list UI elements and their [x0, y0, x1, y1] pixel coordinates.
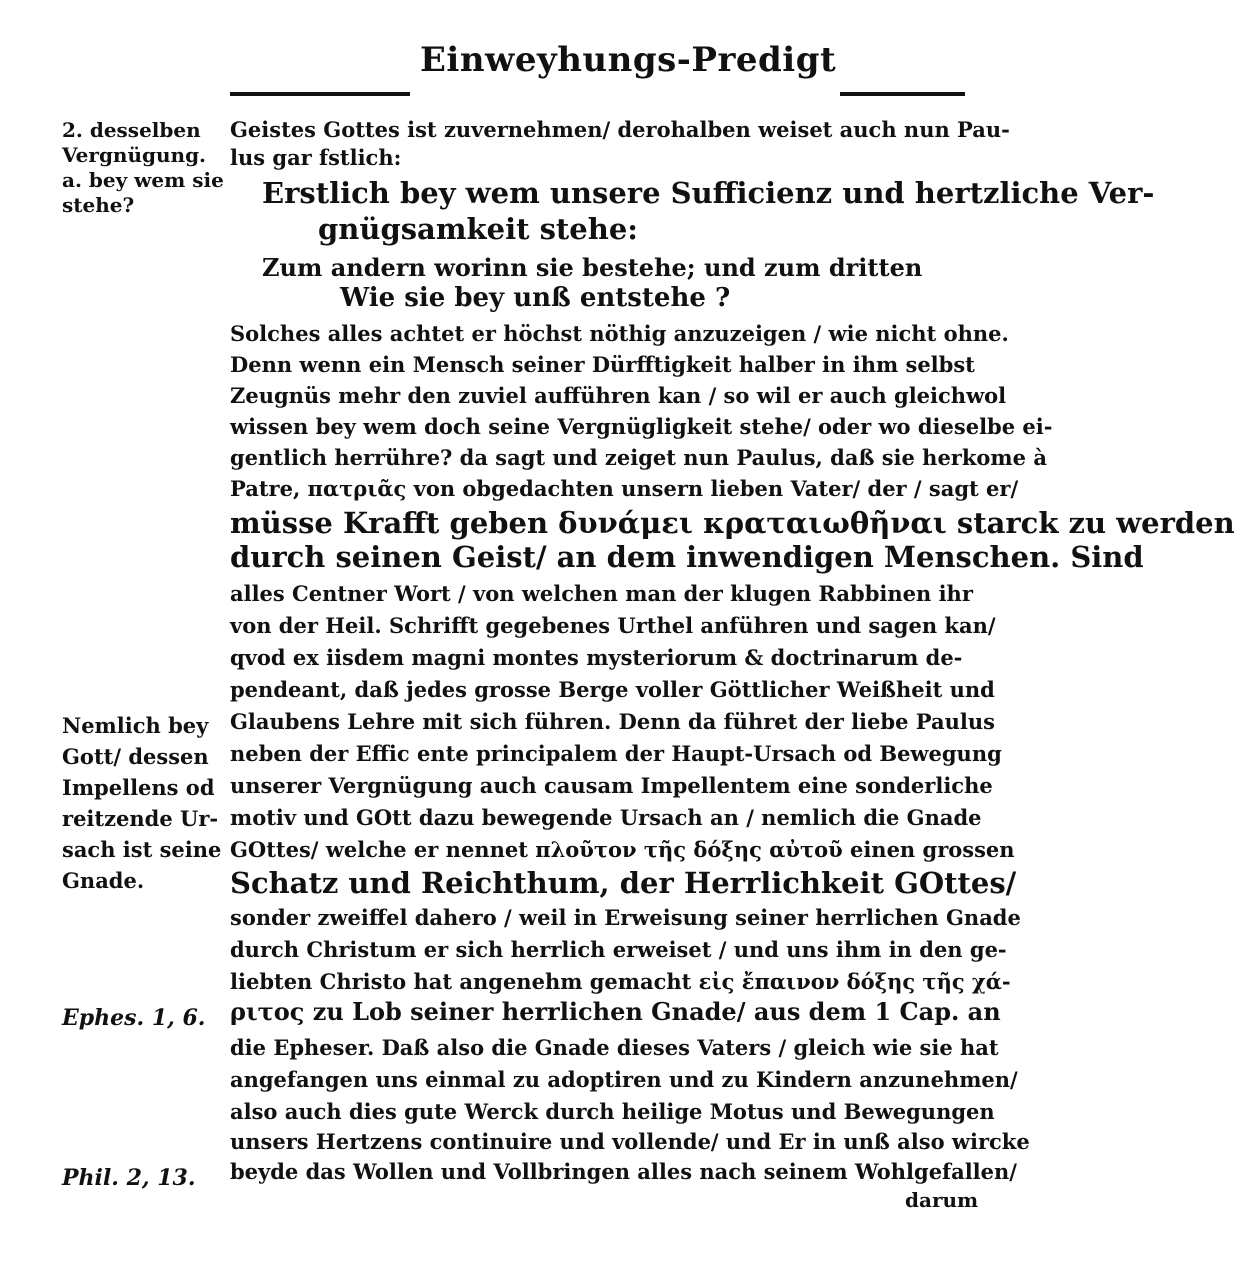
heading-line: gnügsamkeit stehe: — [318, 212, 638, 246]
body-line: beyde das Wollen und Vollbringen alles nach seinem Wohlgefallen/ — [230, 1159, 1017, 1184]
body-line: pendeant, daß jedes grosse Berge voller Göttlicher Weißheit und — [230, 677, 995, 702]
margin-note-line: Phil. 2, 13. — [62, 1165, 196, 1191]
margin-note-line: 2. desselben — [62, 118, 201, 142]
catchword: darum — [905, 1188, 979, 1212]
margin-note-line: Vergnügung. — [62, 143, 207, 167]
header-rule-right — [840, 92, 965, 96]
margin-note-line: Gott/ dessen — [62, 744, 209, 769]
margin-note-line: Gnade. — [62, 868, 145, 893]
body-line-large: durch seinen Geist/ an dem inwendigen Menschen. Sind — [230, 540, 1144, 574]
body-line: sonder zweiffel dahero / weil in Erweisung seiner herrlichen Gnade — [230, 905, 1021, 930]
body-line: Denn wenn ein Mensch seiner Dürfftigkeit halber in ihm selbst — [230, 352, 975, 377]
header-rule-left — [230, 92, 410, 96]
body-line: die Epheser. Daß also die Gnade dieses Vaters / gleich wie sie hat — [230, 1035, 999, 1060]
heading-line: Erstlich bey wem unsere Sufficienz und hertzliche Ver- — [262, 176, 1155, 210]
margin-reference-ephesians — [62, 1006, 222, 1031]
body-line: unsers Hertzens continuire und vollende/ und Er in unß also wircke — [230, 1129, 1030, 1154]
body-line: Glaubens Lehre mit sich führen. Denn da führet der liebe Paulus — [230, 709, 995, 734]
margin-note-line: sach ist seine — [62, 837, 222, 862]
body-line: wissen bey wem doch seine Vergnügligkeit stehe/ oder wo dieselbe ei- — [230, 414, 1053, 439]
body-line: unserer Vergnügung auch causam Impellentem eine sonderliche — [230, 773, 993, 798]
margin-note-line: Nemlich bey — [62, 713, 209, 738]
margin-reference-philippians — [62, 1166, 222, 1191]
body-line: Patre, πατριᾶς von obgedachten unsern lieben Vater/ der / sagt er/ — [230, 476, 1019, 501]
margin-note-line: Ephes. 1, 6. — [62, 1005, 206, 1031]
body-line: ριτος zu Lob seiner herrlichen Gnade/ aus dem 1 Cap. an — [230, 997, 1001, 1026]
body-line: liebten Christo hat angenehm gemacht εἰς ἔπαινον δόξης τῆς χά- — [230, 969, 1011, 994]
body-line: durch Christum er sich herrlich erweiset / und uns ihm in den ge- — [230, 937, 1007, 962]
margin-note-sufficiency — [62, 118, 222, 218]
body-line: qvod ex iisdem magni montes mysteriorum & doctrinarum de- — [230, 645, 963, 670]
margin-note-line: stehe? — [62, 193, 135, 217]
body-line: alles Centner Wort / von welchen man der klugen Rabbinen ihr — [230, 581, 973, 606]
body-line: angefangen uns einmal zu adoptiren und zu Kindern anzunehmen/ — [230, 1067, 1018, 1092]
margin-note-god — [62, 710, 222, 896]
body-line: von der Heil. Schrifft gegebenes Urthel anführen und sagen kan/ — [230, 613, 996, 638]
body-line: motiv und GOtt dazu bewegende Ursach an / nemlich die Gnade — [230, 805, 982, 830]
heading-line: Wie sie bey unß entstehe ? — [340, 283, 731, 313]
body-line: GOttes/ welche er nennet πλοῦτον τῆς δόξης αὐτοῦ einen grossen — [230, 837, 1015, 862]
body-line: also auch dies gute Werck durch heilige Motus und Bewegungen — [230, 1099, 995, 1124]
heading-line: Zum andern worinn sie bestehe; und zum dritten — [262, 253, 923, 282]
body-line: Geistes Gottes ist zuvernehmen/ derohalben weiset auch nun Pau- — [230, 117, 1010, 142]
body-line: Zeugnüs mehr den zuviel aufführen kan / so wil er auch gleichwol — [230, 383, 1007, 408]
margin-note-line: reitzende Ur- — [62, 806, 219, 831]
body-line: neben der Effic ente principalem der Haupt-Ursach od Bewegung — [230, 741, 1002, 766]
body-line-large: Schatz und Reichthum, der Herrlichkeit GOttes/ — [230, 866, 1017, 900]
page-header-title: Einweyhungs-Predigt — [420, 40, 837, 80]
body-line: Solches alles achtet er höchst nöthig anzuzeigen / wie nicht ohne. — [230, 321, 1009, 346]
body-line-large: müsse Krafft geben δυνάμει κραταιωθῆναι starck zu werden — [230, 506, 1235, 540]
body-line: gentlich herrühre? da sagt und zeiget nun Paulus, daß sie herkome à — [230, 445, 1047, 470]
margin-note-line: a. bey wem sie — [62, 168, 224, 192]
margin-note-line: Impellens od — [62, 775, 215, 800]
body-line: lus gar fstlich: — [230, 145, 402, 170]
